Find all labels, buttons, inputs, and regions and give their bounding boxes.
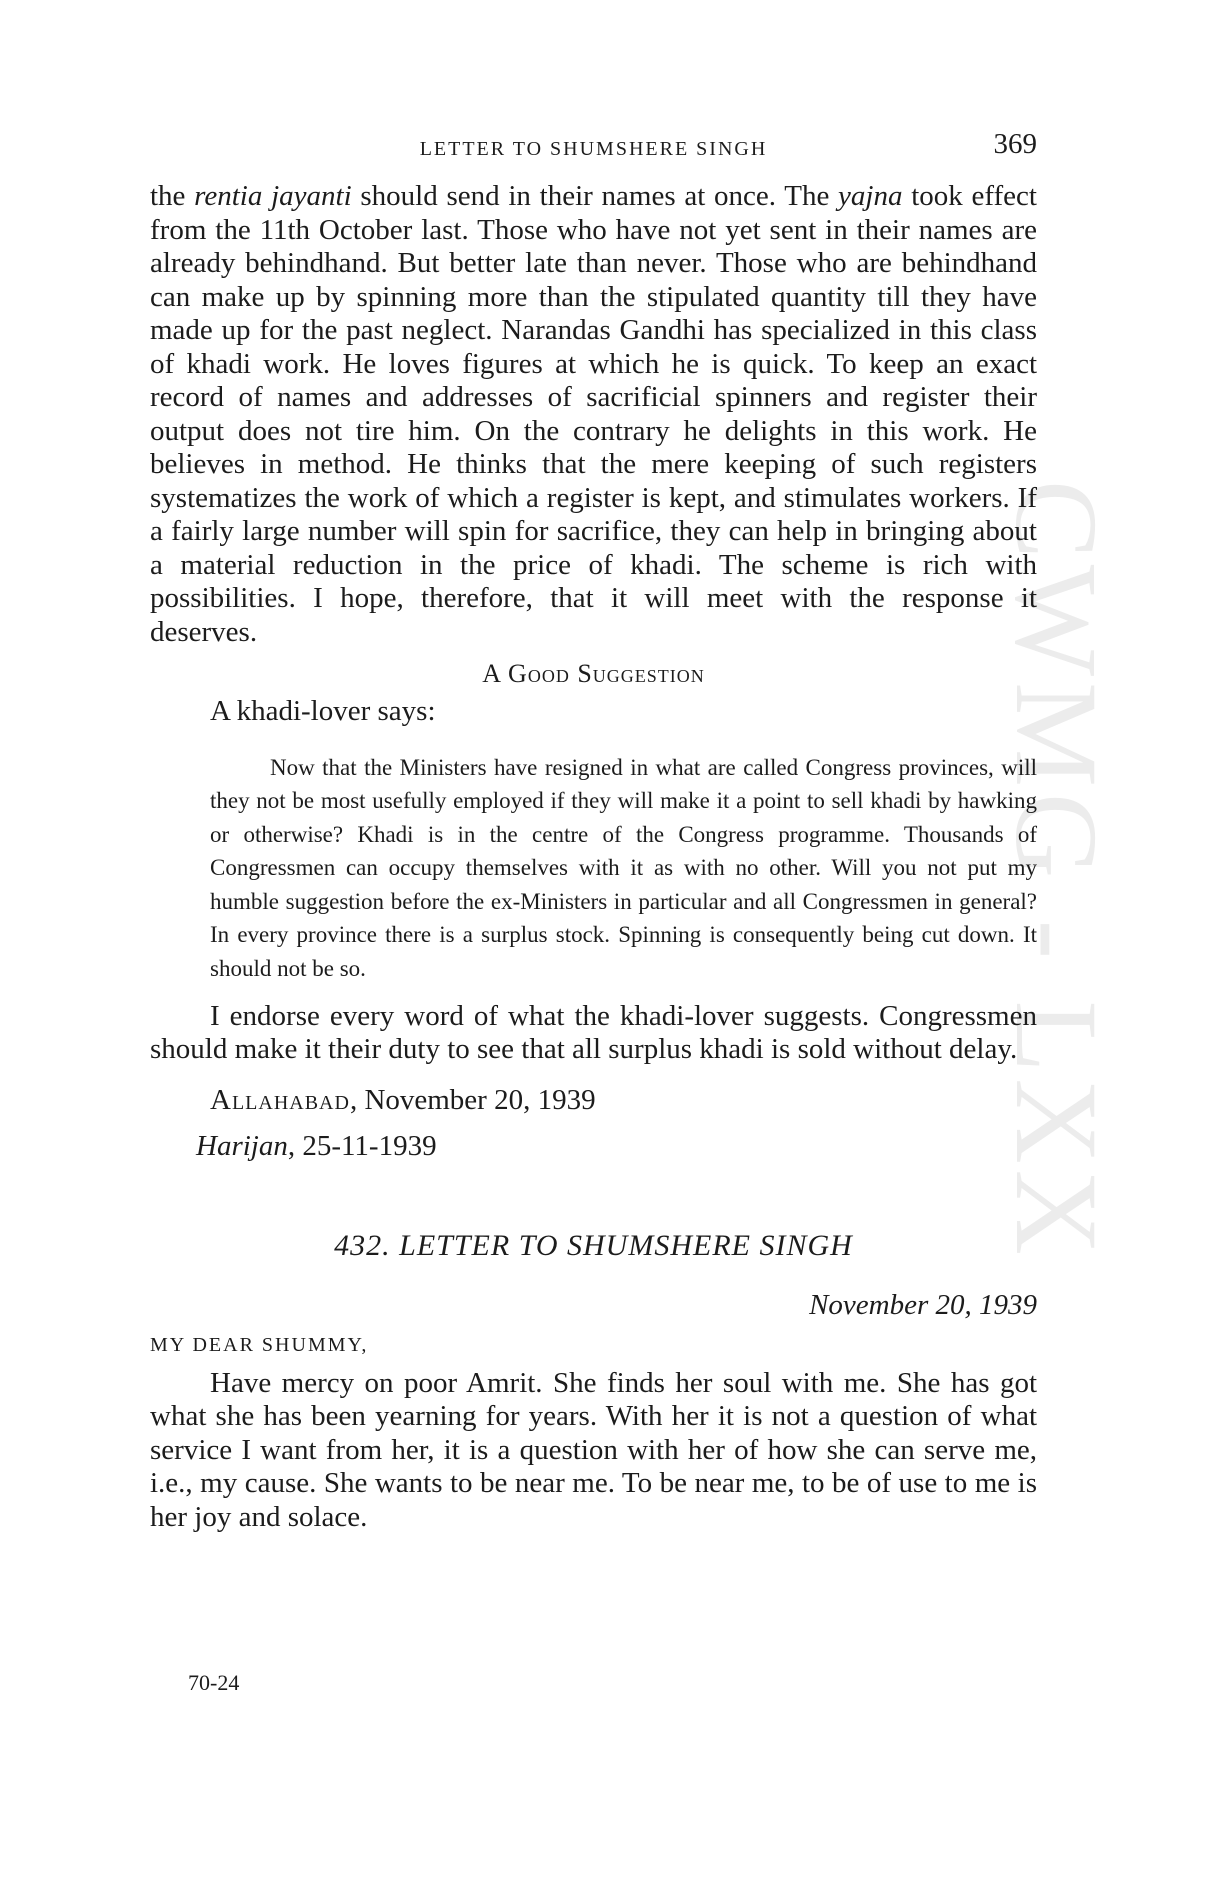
letter-date: November 20, 1939: [809, 1288, 1037, 1321]
text-run: took effect from the 11th October last. Those who have not yet sent in their names are already behindhand. But better late than never. Those who are behindhand can make up by spinning more than the stipulated quantity till they have made up for the past neglect. Narandas Gandhi has specialized in this class of khadi work. He loves figures at which he is quick. To keep an exact record of names and addresses of sacrificial spinners and register their output does not tire him. On the contrary he delights in this work. He believes in method. He thinks that the mere keeping of such registers systematizes the work of which a register is kept, and stimulates workers. If a fairly large number will spin for sacrifice, they can help in bringing about a material reduction in the price of khadi. The scheme is rich with possibilities. I hope, therefore, that it will meet with the response it deserves.: [150, 180, 1037, 648]
source-date: , 25-11-1939: [287, 1129, 437, 1162]
folio: 70-24: [188, 1670, 240, 1695]
section-heading: A Good Suggestion: [482, 659, 705, 688]
italic-term: rentia jayanti: [194, 180, 352, 212]
text-run: should send in their names at once. The: [351, 180, 839, 212]
letter-paragraph: Have mercy on poor Amrit. She finds her soul with me. She has got what she has been yearning for years. With her it is not a question of what service I want from her, it is a question with her of how she can serve me, i.e., my cause. She wants to be near me. To be near me, to be of use to me is her joy and solace.: [150, 1366, 1037, 1533]
block-quote: [210, 751, 1037, 986]
letter-body: [150, 1367, 1037, 1535]
response-paragraph: I endorse every word of what the khadi-lover suggests. Congressmen should make it their duty to see that all surplus khadi is sold without delay.: [150, 999, 1037, 1066]
date: , November 20, 1939: [349, 1083, 596, 1116]
source-publication: Harijan: [196, 1129, 288, 1162]
watermark-text: CWMG - LXX: [991, 480, 1122, 1262]
place-date: [150, 1081, 1037, 1119]
salutation: MY DEAR SHUMMY,: [150, 1333, 369, 1356]
body-text: [150, 180, 1037, 1534]
page-number: 369: [993, 128, 1037, 160]
source-citation: [150, 1127, 1037, 1165]
quote-intro: A khadi-lover says:: [210, 695, 436, 727]
paragraph-continued: [150, 180, 1037, 649]
place: Allahabad: [210, 1083, 350, 1116]
text-run: the: [150, 180, 195, 212]
quote-text: Now that the Ministers have resigned in what are called Congress provinces, will they not be most usefully employed if they will make it a point to sell khadi by hawking or otherwise? Khadi is in the centre of the Congress programme. Thousands of Congressmen can occupy themselves with it as with no other. Will you not put my humble suggestion before the ex-Ministers in particular and all Congressmen in general? In every province there is a surplus stock. Spinning is consequently being cut down. It should not be so.: [210, 754, 1037, 982]
running-head: [150, 128, 1037, 168]
running-title: LETTER TO SHUMSHERE SINGH: [419, 138, 768, 160]
letter-title: 432. LETTER TO SHUMSHERE SINGH: [334, 1228, 853, 1262]
italic-term: yajna: [838, 180, 903, 212]
